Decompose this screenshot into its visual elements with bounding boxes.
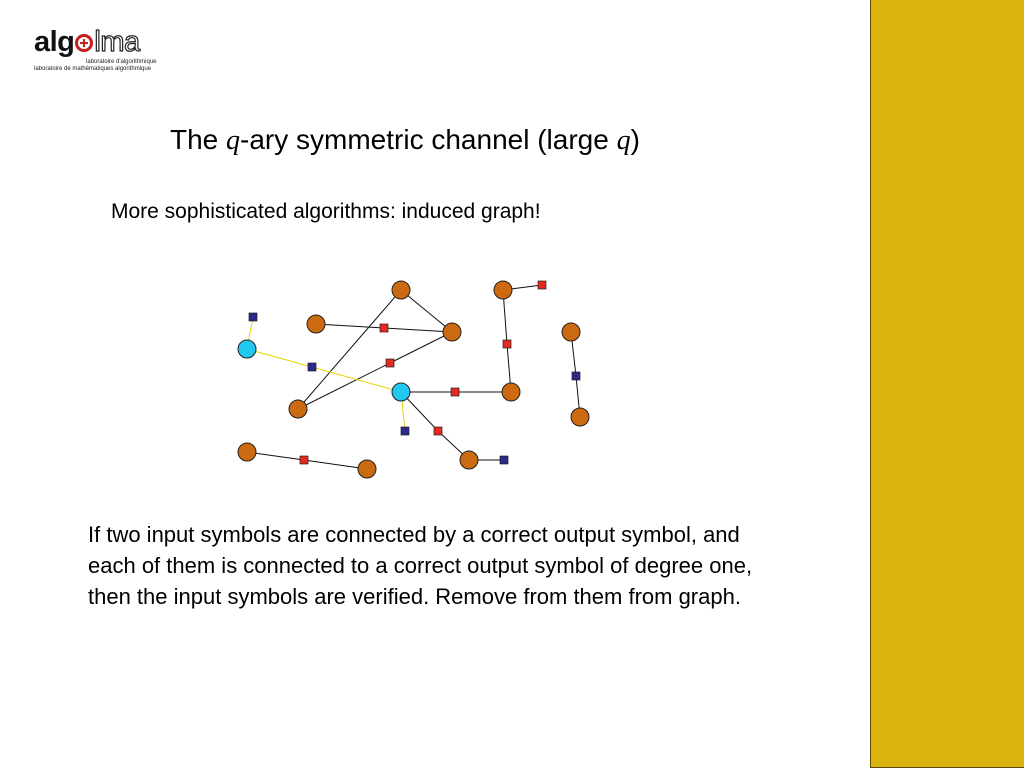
correct-output-node — [503, 340, 511, 348]
input-node — [392, 281, 410, 299]
correct-output-node — [380, 324, 388, 332]
highlighted-edge — [247, 349, 312, 367]
input-node — [562, 323, 580, 341]
slide-title: The q-ary symmetric channel (large q) — [170, 124, 640, 156]
graph-edge — [298, 290, 401, 409]
correct-output-node — [451, 388, 459, 396]
input-node — [289, 400, 307, 418]
input-node — [494, 281, 512, 299]
highlighted-edge — [312, 367, 401, 392]
degree-one-output-node — [572, 372, 580, 380]
input-node — [571, 408, 589, 426]
body-text: If two input symbols are connected by a correct output symbol, and each of them is connected to a correct output symbol of degree one, then the input symbols are verified. Remove from them from graph. — [88, 522, 753, 609]
verified-input-node — [238, 340, 256, 358]
input-node — [502, 383, 520, 401]
degree-one-output-node — [401, 427, 409, 435]
title-q-symbol: q — [616, 125, 631, 156]
input-node — [443, 323, 461, 341]
correct-output-node — [434, 427, 442, 435]
correct-output-node — [386, 359, 394, 367]
input-node — [358, 460, 376, 478]
graph-nodes — [238, 281, 589, 478]
correct-output-node — [538, 281, 546, 289]
intro-text: More sophisticated algorithms: induced graph! — [111, 200, 541, 223]
graph-edge — [390, 332, 452, 363]
graph-edge — [384, 328, 452, 332]
input-node — [238, 443, 256, 461]
logo-subtitle-line2: laboratoire de mathématiques algorithmique — [34, 66, 152, 72]
degree-one-output-node — [500, 456, 508, 464]
degree-one-output-node — [308, 363, 316, 371]
degree-one-output-node — [249, 313, 257, 321]
correct-output-node — [300, 456, 308, 464]
graph-edges — [247, 285, 580, 469]
logo-wordmark: alg lma — [34, 26, 140, 58]
title-q-symbol: q — [226, 125, 241, 156]
graph-edge — [304, 460, 367, 469]
input-node — [460, 451, 478, 469]
graph-edge — [316, 324, 384, 328]
input-node — [307, 315, 325, 333]
graph-edge — [401, 290, 452, 332]
verified-input-node — [392, 383, 410, 401]
logo-subtitle-line1: laboratoire d'algorithmique — [86, 59, 157, 65]
